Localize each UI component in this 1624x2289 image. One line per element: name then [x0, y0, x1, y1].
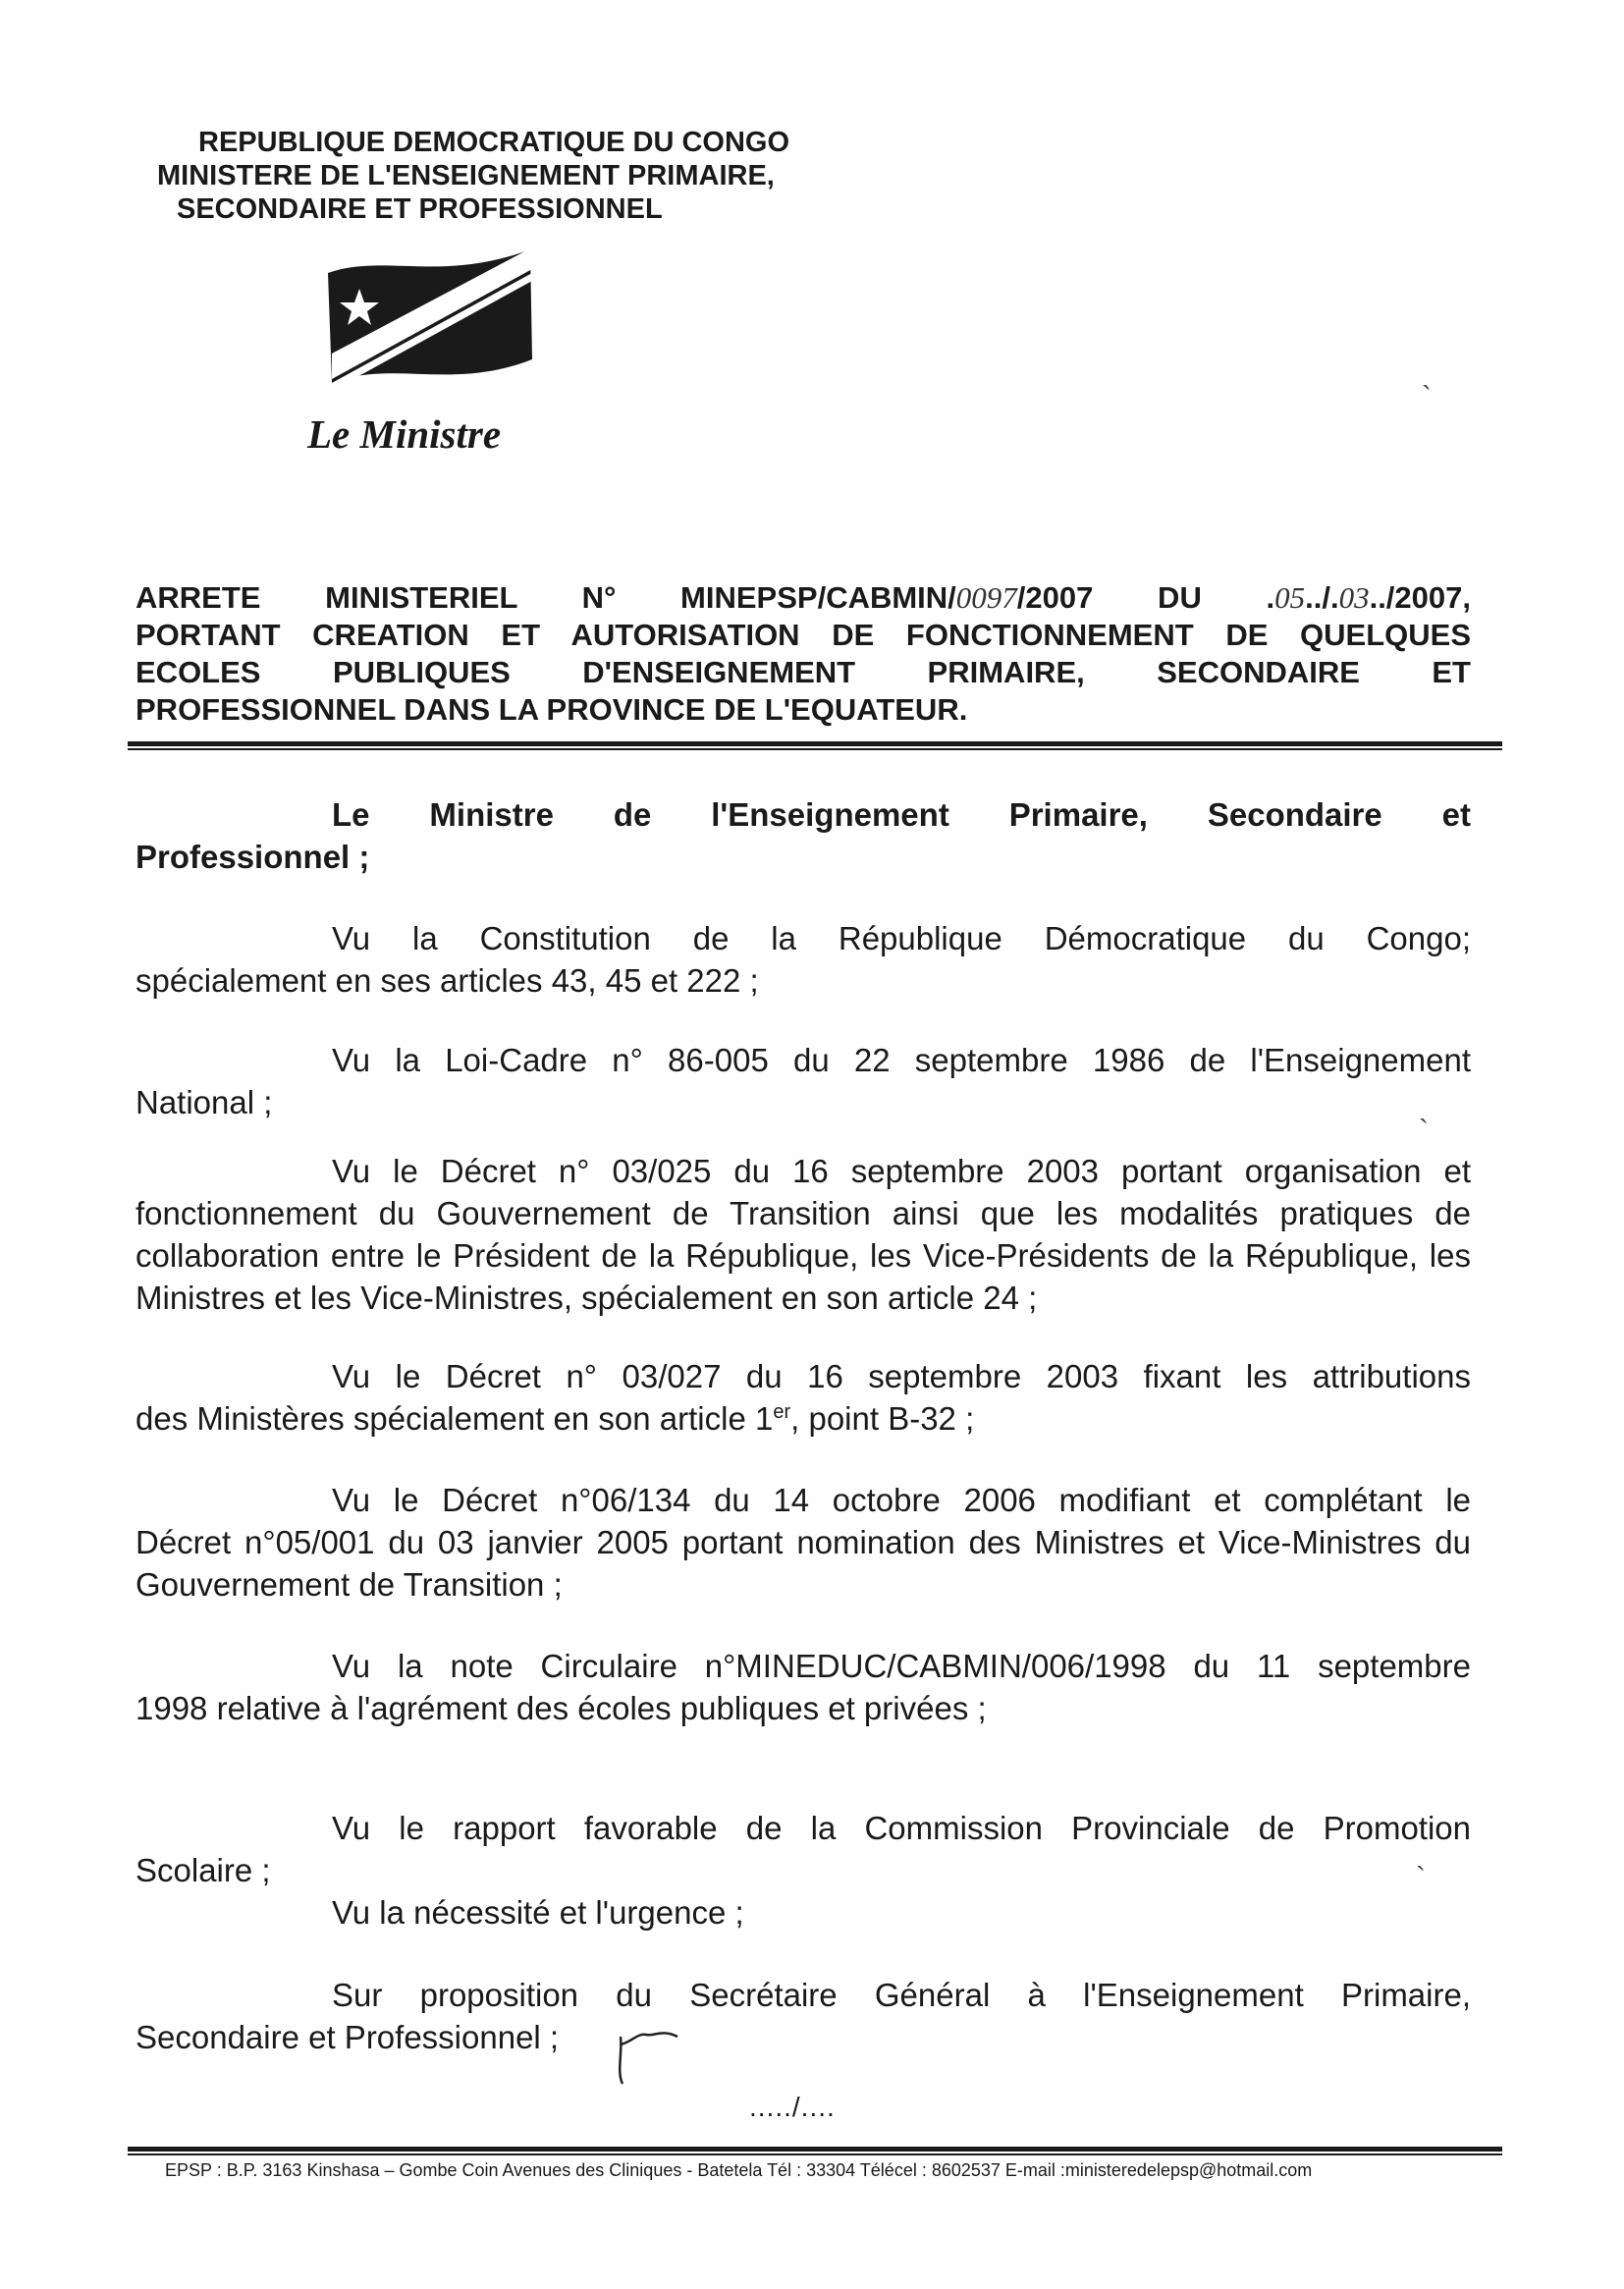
decree-number-handwritten: 0097 — [955, 580, 1017, 615]
decree-date-prefix: /2007 DU . — [1016, 580, 1275, 615]
decree-title-line4: PROFESSIONNEL DANS LA PROVINCE DE L'EQUATEUR. — [135, 692, 968, 727]
decree-date-day: 05 — [1274, 580, 1306, 615]
letterhead-ministry: MINISTERE DE L'ENSEIGNEMENT PRIMAIRE, — [157, 160, 775, 191]
drc-flag-emblem — [324, 244, 540, 391]
handwritten-initials — [611, 2023, 709, 2092]
recital-loi-cadre — [135, 1039, 1471, 1123]
stray-mark: ` — [1419, 1115, 1429, 1147]
recital-line: Vu la Constitution de la République Démocratique du Congo; — [332, 920, 1471, 956]
recital-line: Vu le Décret n° 03/027 du 16 septembre 2003 fixant les attributions — [332, 1358, 1471, 1394]
decree-title-line2: PORTANT CREATION ET AUTORISATION DE FONCTIONNEMENT DE QUELQUES — [135, 618, 1471, 652]
recital-decret-06-134 — [135, 1479, 1471, 1606]
letterhead-ministry-cont: SECONDAIRE ET PROFESSIONNEL — [177, 193, 663, 225]
recital-line: Scolaire ; — [135, 1852, 271, 1888]
recital-decret-03-027 — [135, 1355, 1471, 1440]
recital-urgence: Vu la nécessité et l'urgence ; — [332, 1894, 744, 1931]
recital-decret-03-025 — [135, 1150, 1471, 1319]
footer-divider-thin — [128, 2153, 1502, 2155]
recital-line: Vu le Décret n° 03/025 du 16 septembre 2003 portant organisation et — [332, 1153, 1471, 1189]
footer-divider — [128, 2147, 1502, 2152]
recital-line: Vu la note Circulaire n°MINEDUC/CABMIN/006/1998 du 11 septembre — [332, 1648, 1471, 1684]
decree-date-separator: ../. — [1305, 580, 1339, 615]
decree-number-prefix: ARRETE MINISTERIEL N° MINEPSP/CABMIN/ — [135, 580, 956, 615]
stray-mark: ` — [1416, 1862, 1426, 1894]
recital-rapport — [135, 1807, 1471, 1891]
recital-line: 1998 relative à l'agrément des écoles publiques et privées ; — [135, 1690, 987, 1726]
page-continuation: ...../.... — [749, 2092, 836, 2122]
decree-date-month: 03 — [1338, 580, 1370, 615]
recital-note-circulaire — [135, 1645, 1471, 1729]
recital-line: spécialement en ses articles 43, 45 et 222 ; — [135, 962, 759, 999]
recital-line: Vu le rapport favorable de la Commission Provinciale de Promotion — [332, 1810, 1471, 1846]
recital-constitution — [135, 917, 1471, 1002]
decree-title-line1 — [135, 579, 1471, 617]
superscript: er — [773, 1401, 791, 1423]
letterhead-country: REPUBLIQUE DEMOCRATIQUE DU CONGO — [198, 127, 790, 158]
decree-title-line3: ECOLES PUBLIQUES D'ENSEIGNEMENT PRIMAIRE, SECONDAIRE ET — [135, 655, 1471, 689]
preamble-line: Le Ministre de l'Enseignement Primaire, Secondaire et — [332, 796, 1471, 833]
recital-line: Vu le Décret n°06/134 du 14 octobre 2006 modifiant et complétant le — [332, 1482, 1471, 1518]
recital-text: , point B-32 ; — [790, 1400, 975, 1437]
letterhead — [157, 126, 789, 226]
footer-address: EPSP : B.P. 3163 Kinshasa – Gombe Coin Avenues des Cliniques - Batetela Tél : 33304 Télécel : 8602537 E-mail :ministeredelepsp@hotmail.com — [165, 2160, 1313, 2180]
title-divider-thin — [128, 748, 1502, 750]
stray-mark: ` — [1422, 381, 1432, 413]
recital-line: National ; — [135, 1084, 273, 1120]
title-divider — [128, 741, 1502, 746]
recital-text: des Ministères spécialement en son article 1 — [135, 1400, 774, 1437]
preamble-line: Professionnel ; — [135, 839, 370, 875]
decree-date-year: ../2007, — [1369, 580, 1471, 615]
recital-line: Sur proposition du Secrétaire Général à l'Enseignement Primaire, — [332, 1977, 1471, 2013]
recital-line: Vu la Loi-Cadre n° 86-005 du 22 septembre 1986 de l'Enseignement — [332, 1042, 1471, 1078]
recital-line — [135, 1397, 1471, 1440]
recital-line: fonctionnement du Gouvernement de Transition ainsi que les modalités pratiques de collaboration entre le Président de la République, les Vice-Présidents de la République, les Ministres et les Vice-Ministres, spécialement en son article 24 ; — [135, 1195, 1471, 1316]
recital-line: Secondaire et Professionnel ; — [135, 2019, 560, 2055]
recital-proposition — [135, 1974, 1471, 2058]
decree-title — [135, 579, 1471, 729]
signatory-title: Le Ministre — [307, 411, 502, 457]
recital-line: Décret n°05/001 du 03 janvier 2005 portant nomination des Ministres et Vice-Ministres du Gouvernement de Transition ; — [135, 1524, 1471, 1603]
preamble-minister — [135, 793, 1471, 878]
